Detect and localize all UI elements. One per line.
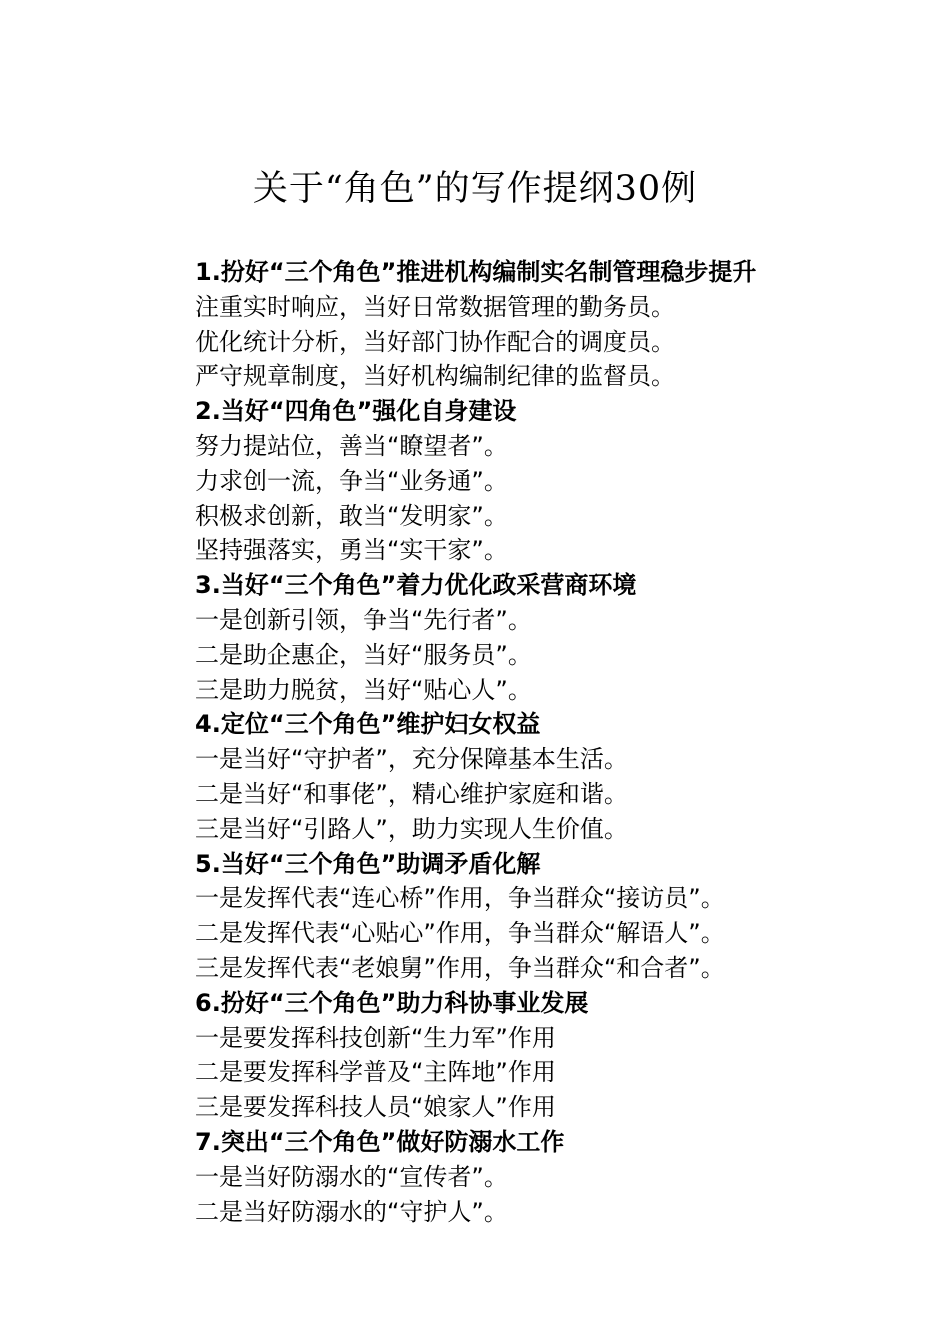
section-line: 力求创一流，争当“业务通”。 — [195, 466, 508, 495]
section-line: 努力提站位，善当“瞭望者”。 — [195, 431, 508, 460]
section-heading: 4.定位“三个角色”维护妇女权益 — [195, 710, 541, 739]
section-line: 一是创新引领，争当“先行者”。 — [195, 605, 532, 634]
section-line: 一是当好“守护者”，充分保障基本生活。 — [195, 745, 628, 774]
section-heading: 2.当好“四角色”强化自身建设 — [195, 397, 517, 426]
section-heading: 7.突出“三个角色”做好防溺水工作 — [195, 1127, 565, 1156]
section-line: 积极求创新，敢当“发明家”。 — [195, 501, 508, 530]
section-line: 一是要发挥科技创新“生力军”作用 — [195, 1023, 556, 1052]
section-line: 二是当好防溺水的“守护人”。 — [195, 1197, 508, 1226]
document-body — [195, 255, 935, 1229]
section-line: 一是发挥代表“连心桥”作用，争当群众“接访员”。 — [195, 884, 725, 913]
section-line: 三是助力脱贫，当好“贴心人”。 — [195, 675, 532, 704]
section-5 — [195, 847, 935, 986]
section-line: 二是当好“和事佬”，精心维护家庭和谐。 — [195, 779, 628, 808]
section-4 — [195, 707, 935, 846]
section-line: 二是助企惠企，当好“服务员”。 — [195, 640, 532, 669]
section-line: 优化统计分析，当好部门协作配合的调度员。 — [195, 327, 675, 356]
section-7 — [195, 1125, 935, 1229]
section-line: 严守规章制度，当好机构编制纪律的监督员。 — [195, 362, 675, 391]
section-2 — [195, 394, 935, 568]
section-1 — [195, 255, 935, 394]
section-heading: 1.扮好“三个角色”推进机构编制实名制管理稳步提升 — [195, 258, 757, 286]
section-line: 二是要发挥科学普及“主阵地”作用 — [195, 1058, 556, 1087]
section-6 — [195, 986, 935, 1125]
section-heading: 3.当好“三个角色”着力优化政采营商环境 — [195, 571, 637, 600]
section-line: 注重实时响应，当好日常数据管理的勤务员。 — [195, 292, 675, 321]
section-heading: 6.扮好“三个角色”助力科协事业发展 — [195, 988, 589, 1017]
section-line: 一是当好防溺水的“宣传者”。 — [195, 1162, 508, 1191]
section-line: 三是要发挥科技人员“娘家人”作用 — [195, 1093, 556, 1122]
section-line: 二是发挥代表“心贴心”作用，争当群众“解语人”。 — [195, 919, 725, 948]
document-title: 关于“角色”的写作提纲30例 — [252, 169, 698, 209]
section-heading: 5.当好“三个角色”助调矛盾化解 — [195, 849, 541, 878]
section-line: 坚持强落实，勇当“实干家”。 — [195, 536, 508, 565]
section-3 — [195, 568, 935, 707]
section-line: 三是发挥代表“老娘舅”作用，争当群众“和合者”。 — [195, 953, 725, 982]
section-line: 三是当好“引路人”，助力实现人生价值。 — [195, 814, 628, 843]
